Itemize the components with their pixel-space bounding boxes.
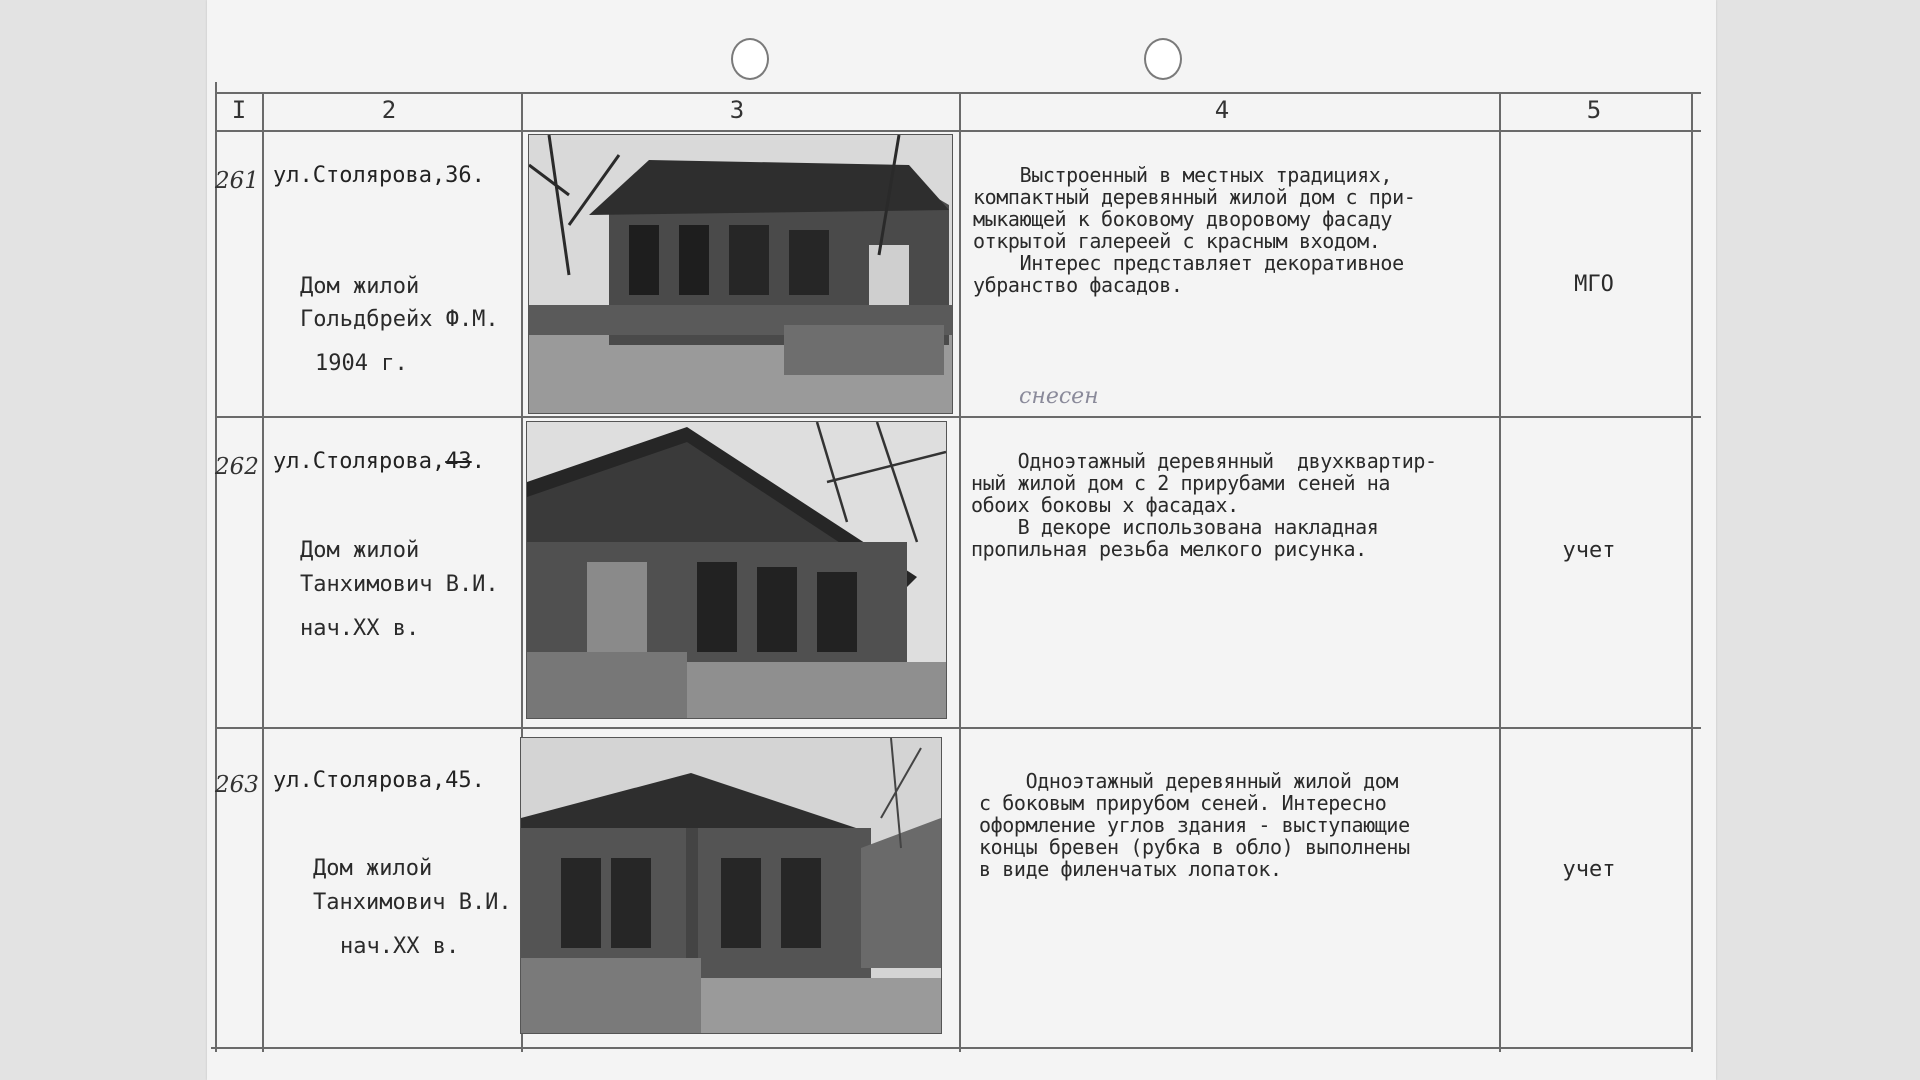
owner-name: Гольдбрейх Ф.М.: [300, 307, 499, 332]
address: ул.Столярова,45.: [273, 768, 485, 793]
owner-name: Танхимович В.И.: [300, 572, 499, 597]
construction-date: нач.XX в.: [300, 616, 420, 641]
address: [273, 449, 485, 474]
building-name: Дом жилой: [300, 538, 420, 563]
address-street: ул.Столярова,: [273, 449, 446, 474]
house-photo-261: [529, 135, 952, 413]
description: Одноэтажный деревянный жилой дом с боковым прирубом сеней. Интересно оформление углов здания - выступающие концы бревен (рубка в обло) выполнены в виде филенчатых лопаток.: [979, 769, 1410, 881]
building-name: Дом жилой: [300, 274, 420, 299]
punch-hole-left: [731, 38, 769, 80]
column-header-1: I: [231, 96, 247, 124]
header-bottom-border: [215, 130, 1701, 132]
column-header-4: 4: [1214, 96, 1230, 124]
building-photo: [526, 421, 947, 719]
col-border-5: [1691, 92, 1693, 1052]
description: Выстроенный в местных традициях, компактный деревянный жилой дом с при- мыкающей к боковому дворовому фасаду открытой галереей с красным входом. Интерес представляет декоративное убранство фасадов.: [973, 163, 1416, 297]
address-suffix: .: [471, 449, 485, 474]
address-corrected-number: 43: [445, 449, 472, 474]
construction-date: нач.XX в.: [340, 934, 460, 959]
table-top-border: [215, 92, 1701, 94]
construction-date: 1904 г.: [315, 351, 408, 376]
row-divider-1: [215, 416, 1701, 418]
row-number: 261: [215, 168, 259, 194]
house-photo-262: [527, 422, 946, 718]
table-bottom-border: [211, 1047, 1691, 1049]
description: Одноэтажный деревянный двухквартир- ный жилой дом с 2 прирубами сеней на обоих боковы х фасадах. В декоре использована накладная пропильная резьба мелкого рисунка.: [971, 449, 1437, 561]
col-border-0: [215, 82, 217, 1052]
house-photo-263: [521, 738, 941, 1033]
col-border-4: [1499, 92, 1501, 1052]
column-header-5: 5: [1586, 96, 1602, 124]
address: ул.Столярова,36.: [273, 163, 485, 188]
status-value: учет: [1562, 857, 1616, 882]
archive-card-sheet: [207, 0, 1716, 1080]
row-divider-2: [215, 727, 1701, 729]
status-value: учет: [1562, 538, 1616, 563]
col-border-3: [959, 92, 961, 1052]
punch-hole-right: [1144, 38, 1182, 80]
building-photo: [520, 737, 942, 1034]
status-value: МГО: [1574, 272, 1614, 297]
row-number: 263: [215, 772, 259, 798]
col-border-1: [262, 92, 264, 1052]
building-photo: [528, 134, 953, 414]
row-number: 262: [215, 454, 259, 480]
column-header-2: 2: [381, 96, 397, 124]
owner-name: Танхимович В.И.: [313, 890, 512, 915]
column-header-3: 3: [729, 96, 745, 124]
pencil-annotation: снесен: [1019, 384, 1099, 409]
building-name: Дом жилой: [313, 856, 433, 881]
